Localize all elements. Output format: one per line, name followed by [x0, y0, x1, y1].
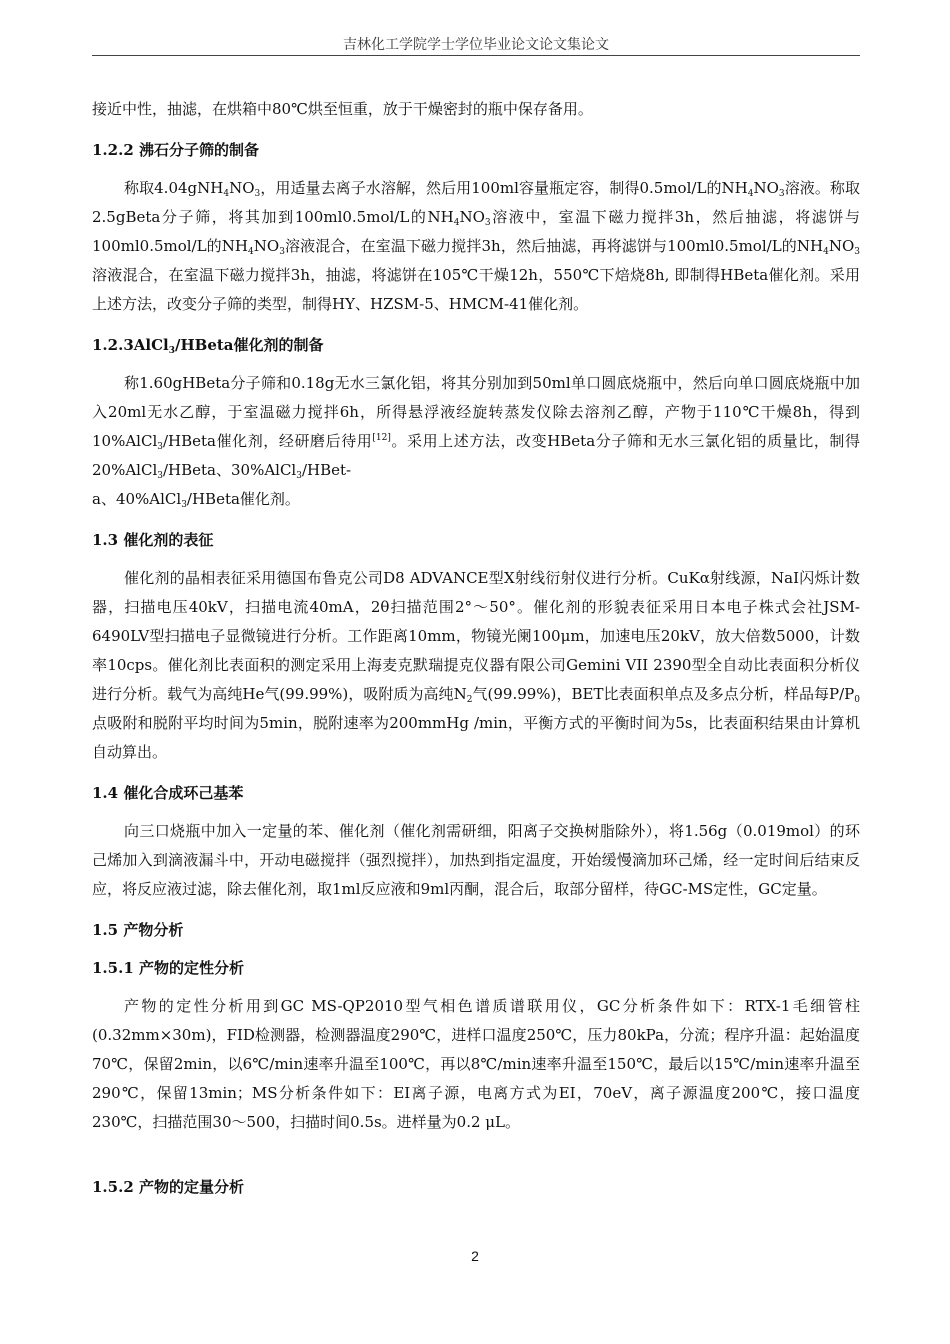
heading-1-3: 1.3 催化剂的表征 — [92, 531, 214, 549]
heading-1-2-3: 1.2.3AlCl$_3$/HBeta催化剂的制备 — [92, 336, 324, 356]
header-rule — [92, 55, 860, 56]
heading-1-5-2: 1.5.2 产物的定量分析 — [92, 1178, 244, 1196]
paragraph-zeolite-prep: 称取$4.04gNH_4NO_3$，用适量去离子水溶解，然后用100ml容量瓶定容，制得0.5mol/L的$NH_4NO_3$溶液。称取2.5gBeta分子筛，将其加到100ml0.5mol/L的$NH_4NO_3$溶液中，室温下磁力搅拌3h，然后抽滤，将滤饼与100ml0.5mol/L的$NH_4NO_3$溶液混合，在室温下磁力搅拌3h，然后抽滤，再将滤饼与100ml0.5mol/L的$NH_4NO_3$溶液混合，在室温下磁力搅拌3h，抽滤，将滤饼在105℃干燥12h，550℃下焙烧8h, 即制得HBeta催化剂。采用上述方法，改变分子筛的类型，制得HY、HZSM-5、HMCM-41催化剂。 — [92, 179, 860, 313]
page-header: 吉林化工学院学士学位毕业论文论文集论文 — [343, 37, 609, 53]
heading-1-4: 1.4 催化合成环己基苯 — [92, 784, 244, 802]
page-number: 2 — [471, 1248, 479, 1264]
heading-1-2-2: 1.2.2 沸石分子筛的制备 — [92, 141, 259, 159]
heading-1-5: 1.5 产物分析 — [92, 921, 184, 939]
paragraph-characterization: 催化剂的晶相表征采用德国布鲁克公司D8 ADVANCE型X射线衍射仪进行分析。CuKα射线源，NaI闪烁计数器，扫描电压40kV，扫描电流40mA，2θ扫描范围2°～50°。催化剂的形貌表征采用日本电子株式会社JSM-6490LV型扫描电子显微镜进行分析。工作距离10mm，物镜光阑100μm，加速电压20kV，放大倍数5000，计数率10cps。催化剂比表面积的测定采用上海麦克默瑞提克仪器有限公司Gemini VII 2390型全自动比表面积分析仪进行分析。载气为高纯He气(99.99%)，吸附质为高纯$N_2$气(99.99%)，BET比表面积单点及多点分析，样品每$P/P_0$点吸附和脱附平均时间为5min，脱附速率为200mmHg /min，平衡方式的平衡时间为5s，比表面积结果由计算机自动算出。 — [92, 569, 861, 761]
paragraph-qualitative: 产物的定性分析用到GC MS-QP2010型气相色谱质谱联用仪，GC分析条件如下：RTX-1毛细管柱(0.32mm×30m)，FID检测器，检测器温度290℃，进样口温度250℃，压力80kPa，分流；程序升温：起始温度70℃，保留2min，以6℃/min速率升温至100℃，再以8℃/min速率升温至150℃，最后以15℃/min速率升温至290℃，保留13min；MS分析条件如下：EI离子源，电离方式为EI，70eV，离子源温度200℃，接口温度230℃，扫描范围30～500，扫描时间0.5s。进样量为0.2 μL。 — [92, 997, 860, 1131]
citation-ref: [12] — [372, 433, 391, 443]
paragraph-alcl3-prep: 称1.60gHBeta分子筛和0.18g无水三氯化铝，将其分别加到50ml单口圆底烧瓶中，然后向单口圆底烧瓶中加入20ml无水乙醇，于室温磁力搅拌6h，所得悬浮液经旋转蒸发仪除去溶剂乙醇，产物于110℃干燥8h，得到10%AlCl$_3$/HBeta催化剂，经研磨后待用[12]。采用上述方法，改变HBeta分子筛和无水三氯化铝的质量比，制得20%AlCl$_3$/HBeta、30%AlCl$_3$/HBet- a、40%AlCl$_3$/HBeta催化剂。 — [92, 374, 860, 510]
heading-1-5-1: 1.5.1 产物的定性分析 — [92, 959, 244, 977]
paragraph-intro: 接近中性，抽滤，在烘箱中80℃烘至恒重，放于干燥密封的瓶中保存备用。 — [92, 100, 593, 118]
paragraph-synthesis: 向三口烧瓶中加入一定量的苯、催化剂（催化剂需研细，阳离子交换树脂除外），将1.56g（0.019mol）的环己烯加入到滴液漏斗中，开动电磁搅拌（强烈搅拌），加热到指定温度，开始缓慢滴加环己烯，经一定时间后结束反应，将反应液过滤，除去催化剂，取1ml反应液和9ml丙酮，混合后，取部分留样，待GC-MS定性，GC定量。 — [92, 822, 860, 898]
page-body — [92, 95, 860, 1202]
